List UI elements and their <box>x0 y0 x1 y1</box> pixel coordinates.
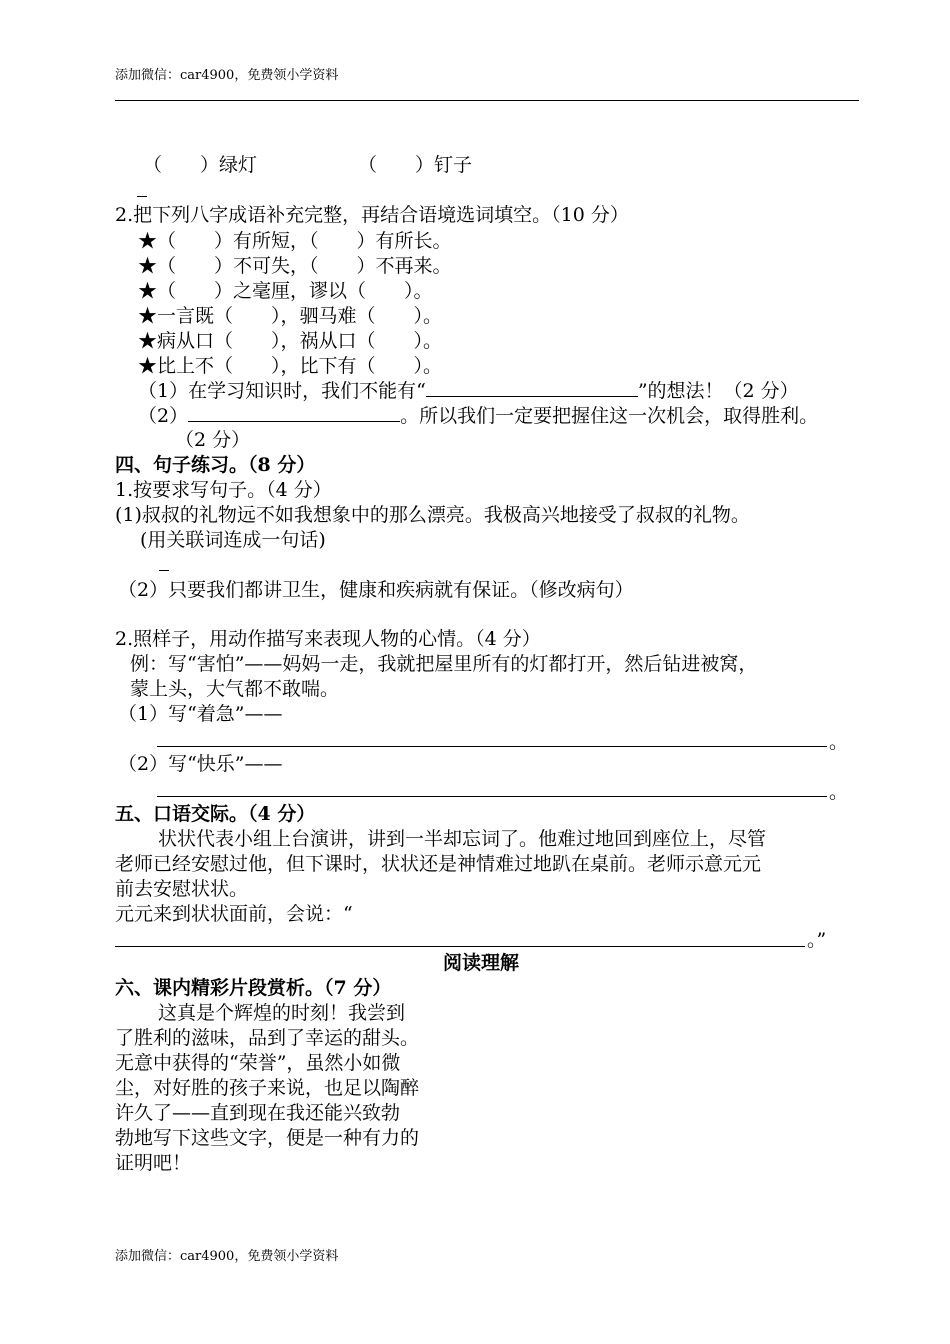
s4-q1-1-note: (用关联词连成一句话) <box>140 529 326 551</box>
write-happy-line[interactable] <box>157 796 827 797</box>
example-line-2: 蒙上头，大气都不敢喘。 <box>130 678 340 700</box>
idiom-item: ★病从口（ ），祸从口（ ）。 <box>138 330 443 352</box>
fill-2-suffix: 。所以我们一定要把握住这一次机会，取得胜利。 <box>400 405 819 427</box>
stray-mark <box>159 570 169 571</box>
s4-q1-2: （2）只要我们都讲卫生，健康和疾病就有保证。（修改病句） <box>118 579 634 601</box>
s5-prompt: 元元来到状状面前，会说：“ <box>115 903 353 925</box>
s4-q2-title: 2.照样子，用动作描写来表现人物的心情。（4 分） <box>115 628 541 650</box>
fill-item-green-light: （ ）绿灯 <box>143 154 258 176</box>
idiom-item: ★（ ）之毫厘，谬以（ ）。 <box>138 280 433 302</box>
fill-sentence-2 <box>138 403 818 428</box>
write-anxious-period: 。 <box>829 731 849 753</box>
s5-end-quote: 。” <box>807 929 827 951</box>
page-footer: 添加微信：car4900，免费领小学资料 <box>115 1249 339 1264</box>
section-6-title: 六、课内精彩片段赏析。（7 分） <box>115 977 392 999</box>
q2-title: 2.把下列八字成语补充完整，再结合语境选词填空。（10 分） <box>115 204 629 226</box>
write-anxious-label: （1）写“着急”—— <box>118 703 283 725</box>
passage-line: 许久了——直到现在我还能兴致勃 <box>115 1102 401 1124</box>
idiom-item: ★（ ）不可失，（ ）不再来。 <box>138 255 452 277</box>
idiom-item: ★比上不（ ），比下有（ ）。 <box>138 355 443 377</box>
passage-line: 这真是个辉煌的时刻！我尝到 <box>158 1002 406 1024</box>
passage-line: 尘，对好胜的孩子来说，也足以陶醉 <box>115 1077 420 1099</box>
fill-1-blank[interactable] <box>426 378 638 397</box>
write-happy-period: 。 <box>829 781 849 803</box>
fill-2-prefix: （2） <box>138 405 189 427</box>
write-happy-label: （2）写“快乐”—— <box>118 753 283 775</box>
s5-paragraph-line: 老师已经安慰过他，但下课时，状状还是神情难过地趴在桌前。老师示意元元 <box>115 853 762 875</box>
fill-2-blank[interactable] <box>188 403 400 422</box>
passage-line: 证明吧！ <box>115 1152 192 1174</box>
section-4-title: 四、句子练习。（8 分） <box>115 454 316 476</box>
passage-line: 勃地写下这些文字，便是一种有力的 <box>115 1127 420 1149</box>
fill-item-nail: （ ）钉子 <box>358 154 473 176</box>
page-header: 添加微信：car4900，免费领小学资料 <box>115 68 339 83</box>
idiom-item: ★一言既（ ），驷马难（ ）。 <box>138 305 443 327</box>
idiom-item: ★（ ）有所短，（ ）有所长。 <box>138 230 452 252</box>
passage-line: 无意中获得的“荣誉”，虽然小如微 <box>115 1052 401 1074</box>
section-5-title: 五、口语交际。（4 分） <box>115 803 316 825</box>
fill-sentence-1 <box>138 378 799 403</box>
reading-heading: 阅读理解 <box>443 952 520 974</box>
s5-answer-line[interactable] <box>115 946 805 947</box>
s5-paragraph-line: 状状代表小组上台演讲，讲到一半却忘词了。他难过地回到座位上，尽管 <box>158 828 767 850</box>
example-line-1: 例：写“害怕”——妈妈一走，我就把屋里所有的灯都打开，然后钻进被窝， <box>130 653 758 675</box>
stray-mark <box>137 196 147 197</box>
fill-1-suffix: ”的想法！（2 分） <box>637 380 799 402</box>
fill-2-score: （2 分） <box>175 429 251 451</box>
s4-q1-title: 1.按要求写句子。（4 分） <box>115 479 332 501</box>
s4-q1-1: (1)叔叔的礼物远不如我想象中的那么漂亮。我极高兴地接受了叔叔的礼物。 <box>115 504 750 526</box>
fill-1-prefix: （1）在学习知识时，我们不能有“ <box>138 380 426 402</box>
s5-paragraph-line: 前去安慰状状。 <box>115 878 249 900</box>
header-rule <box>115 100 859 101</box>
write-anxious-line[interactable] <box>157 746 827 747</box>
passage-line: 了胜利的滋味，品到了幸运的甜头。 <box>115 1027 420 1049</box>
